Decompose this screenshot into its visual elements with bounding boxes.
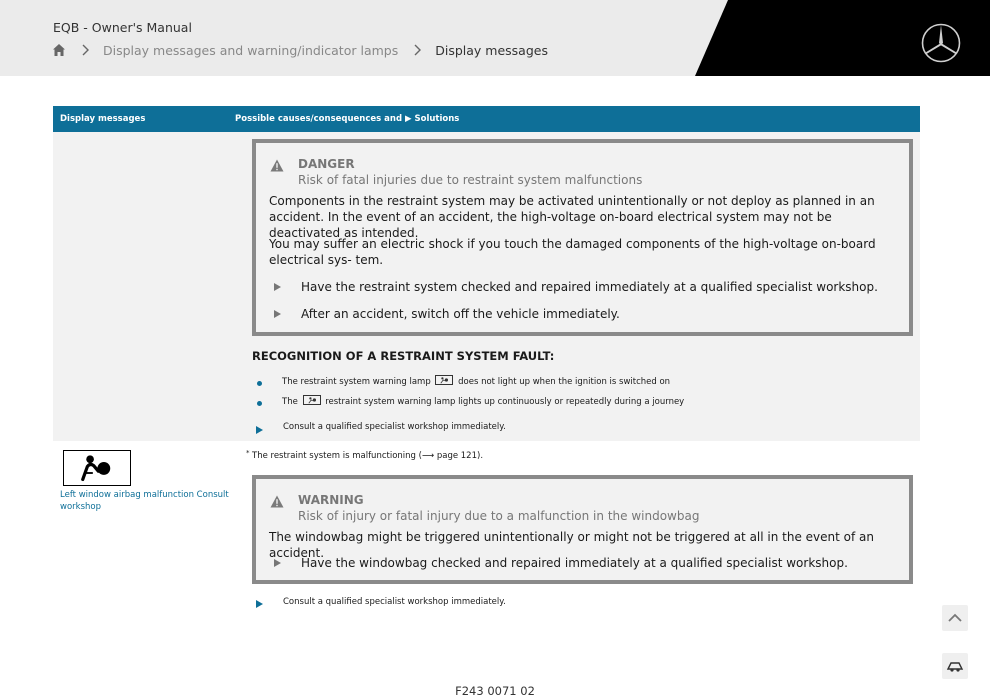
airbag-warning-icon bbox=[435, 375, 453, 385]
chevron-right-icon bbox=[81, 44, 90, 56]
figure-caption: Left window airbag malfunction Consult workshop bbox=[60, 490, 229, 512]
bullet-dot bbox=[257, 401, 262, 406]
bullet-dot bbox=[257, 381, 262, 386]
chevron-up-icon bbox=[942, 605, 968, 631]
vehicle-icon bbox=[942, 653, 968, 679]
warning-action-text: Have the windowbag checked and repaired immediately at a qualified specialist workshop. bbox=[301, 556, 848, 570]
danger-action-2-text: After an accident, switch off the vehicle immediately. bbox=[301, 307, 620, 321]
danger-box bbox=[252, 139, 913, 336]
breadcrumb-item-display-messages-lamps[interactable]: Display messages and warning/indicator lamps bbox=[103, 42, 399, 58]
recognition-bullet-2-text-b: restraint system warning lamp lights up continuously or repeatedly during a journey bbox=[325, 397, 685, 407]
warning-action bbox=[274, 556, 848, 570]
danger-subheading: Risk of fatal injuries due to restraint system malfunctions bbox=[298, 173, 643, 187]
footnote-marker: * bbox=[246, 449, 250, 457]
warning-triangle-icon bbox=[270, 495, 284, 508]
danger-action-2 bbox=[274, 307, 620, 321]
warning-subheading: Risk of injury or fatal injury due to a malfunction in the windowbag bbox=[298, 509, 700, 523]
danger-action-1 bbox=[274, 280, 878, 294]
row2-action: Consult a qualified specialist workshop immediately. bbox=[283, 597, 506, 607]
chevron-right-icon bbox=[413, 44, 422, 56]
recognition-action: Consult a qualified specialist workshop immediately. bbox=[283, 422, 506, 432]
recognition-title: RECOGNITION OF A RESTRAINT SYSTEM FAULT: bbox=[252, 349, 555, 363]
danger-heading: DANGER bbox=[298, 157, 355, 171]
row2-cause[interactable]: The restraint system is malfunctioning (⟶ page 121). bbox=[252, 451, 484, 461]
play-arrow-icon bbox=[274, 559, 281, 567]
recognition-bullet-1-text-a: The restraint system warning lamp bbox=[282, 377, 431, 387]
recognition-bullet-2-text-a: The bbox=[282, 397, 298, 407]
scroll-to-top-button[interactable] bbox=[942, 605, 968, 631]
breadcrumb bbox=[52, 41, 548, 59]
recognition-bullet-1 bbox=[282, 375, 670, 387]
table-header bbox=[53, 106, 920, 132]
warning-box bbox=[252, 475, 913, 584]
column-header-display-messages: Display messages bbox=[60, 114, 146, 124]
figure-code: F243 0071 02 bbox=[455, 684, 535, 698]
app-title: EQB - Owner's Manual bbox=[53, 20, 192, 35]
play-arrow-icon bbox=[256, 426, 263, 434]
danger-action-1-text: Have the restraint system checked and repaired immediately at a qualified specialist workshop. bbox=[301, 280, 878, 294]
column-header-causes: Possible causes/consequences and ▶ Solutions bbox=[235, 114, 460, 124]
play-arrow-icon bbox=[256, 600, 263, 608]
warning-heading: WARNING bbox=[298, 493, 364, 507]
play-arrow-icon bbox=[274, 310, 281, 318]
airbag-warning-icon bbox=[303, 395, 321, 405]
app-menu-button[interactable] bbox=[942, 653, 968, 679]
airbag-malfunction-figure bbox=[63, 450, 131, 486]
home-icon[interactable] bbox=[52, 43, 66, 57]
danger-paragraph-1: Components in the restraint system may be activated unintentionally or not deploy as planned in an accident. In the event of an accident, the high-voltage on-board electrical system may not be deactivated as intended. bbox=[269, 194, 875, 240]
airbag-warning-icon bbox=[64, 451, 129, 484]
recognition-bullet-1-text-b: does not light up when the ignition is switched on bbox=[458, 377, 671, 387]
warning-paragraph: The windowbag might be triggered unintentionally or might not be triggered at all in the event of an accident. bbox=[269, 530, 874, 560]
warning-triangle-icon bbox=[270, 159, 284, 172]
play-arrow-icon bbox=[274, 283, 281, 291]
recognition-bullet-2 bbox=[282, 395, 684, 407]
mercedes-logo[interactable] bbox=[920, 22, 962, 64]
danger-paragraph-2: You may suffer an electric shock if you touch the damaged components of the high-voltage on-board electrical sys- tem. bbox=[269, 237, 876, 267]
breadcrumb-item-current: Display messages bbox=[435, 42, 548, 58]
